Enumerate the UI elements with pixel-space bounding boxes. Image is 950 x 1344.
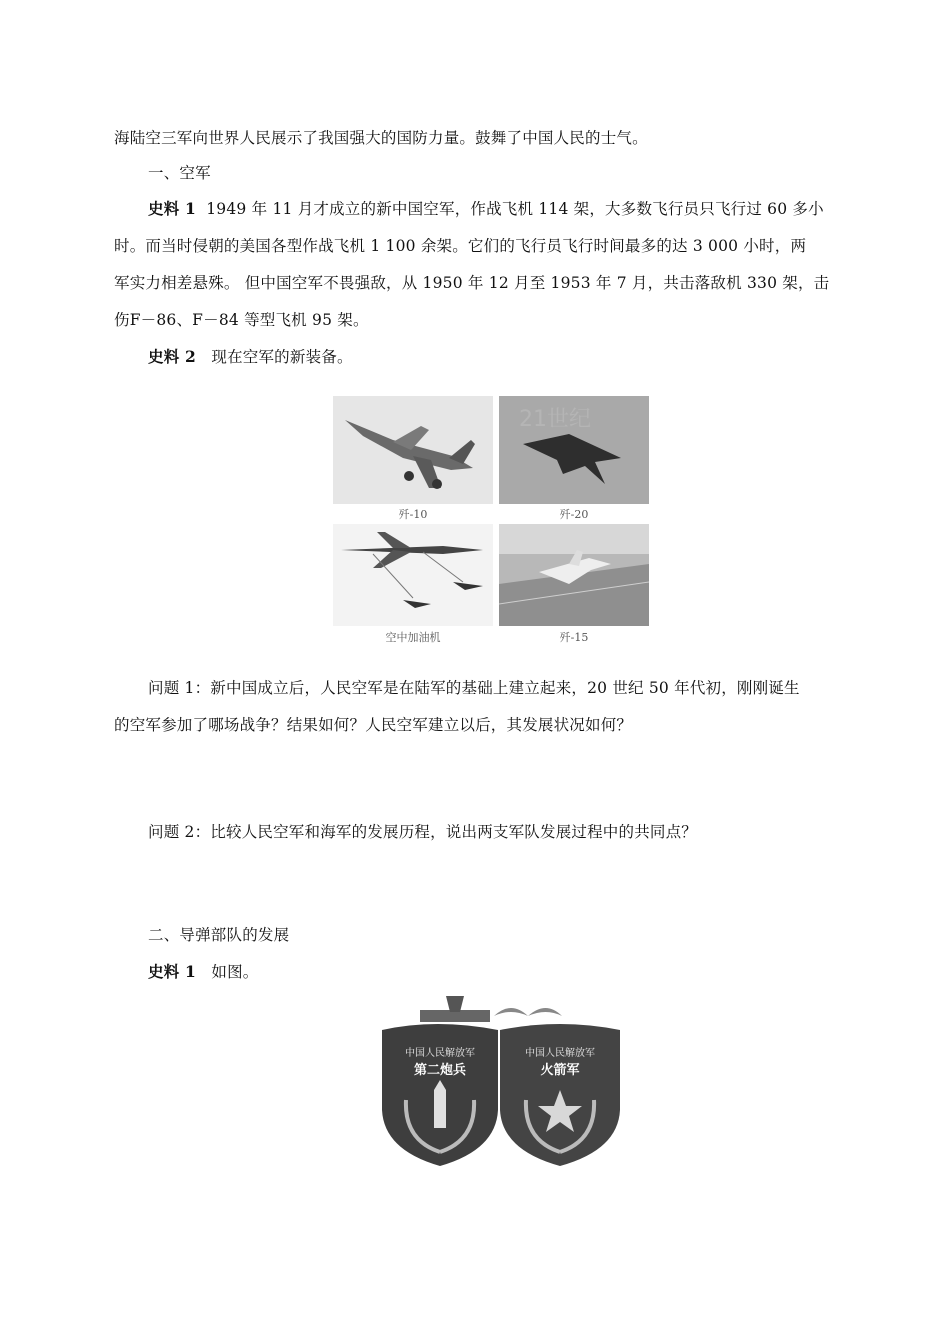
j15-jet-image (499, 524, 649, 626)
material1-line1 (148, 199, 824, 219)
photo-caption: 空中加油机 (385, 631, 441, 644)
material1-line2: 时。而当时侵朝的美国各型作战飞机 1 100 余架。它们的飞行员飞行时间最多的达 3 000 小时，两 (114, 237, 807, 255)
material1-line3: 军实力相差悬殊。 但中国空军不畏强敌，从 1950 年 12 月至 1953 年 7 月，共击落敌机 330 架，击 (114, 274, 830, 292)
badges-graphic (376, 990, 626, 1170)
photo-caption: 歼-20 (559, 508, 589, 521)
j10-jet-image (333, 396, 493, 504)
j15-photo (499, 524, 649, 626)
tanker-aircraft-image (333, 524, 493, 626)
j10-photo (333, 396, 493, 504)
material1-line4: 伤F－86、F－84 等型飞机 95 架。 (114, 311, 369, 329)
j20-jet-image (499, 396, 649, 504)
material-text: 1949 年 11 月才成立的新中国空军，作战飞机 114 架，大多数飞行员只飞行过 60 多小 (206, 200, 824, 218)
material-label: 史料 1 (148, 199, 196, 218)
svg-text:21世纪: 21世纪 (519, 407, 591, 432)
photo-caption: 歼-10 (398, 508, 428, 521)
photo-caption: 歼-15 (559, 631, 589, 644)
question1-line2: 的空军参加了哪场战争？结果如何？人民空军建立以后，其发展状况如何？ (114, 716, 633, 734)
badge-left-top-text: 中国人民解放军 (405, 1048, 475, 1059)
badge-right-top-text: 中国人民解放军 (525, 1048, 595, 1059)
material2-line (148, 347, 353, 367)
tanker-photo (333, 524, 493, 626)
material-text: 现在空军的新装备。 (211, 348, 353, 366)
section-heading-air-force: 一、空军 (148, 164, 211, 182)
j20-photo (499, 396, 649, 504)
aircraft-photo-grid (333, 396, 649, 646)
question2-line: 问题 2：比较人民空军和海军的发展历程，说出两支军队发展过程中的共同点？ (148, 823, 697, 841)
missile-force-badges (376, 990, 626, 1170)
intro-line: 海陆空三军向世界人民展示了我国强大的国防力量。鼓舞了中国人民的士气。 (114, 129, 648, 147)
section2-material1-line (148, 962, 258, 982)
material-label: 史料 1 (148, 962, 196, 981)
question1-line1: 问题 1：新中国成立后，人民空军是在陆军的基础上建立起来，20 世纪 50 年代初，刚刚诞生 (148, 679, 800, 697)
material-label: 史料 2 (148, 347, 196, 366)
material-text: 如图。 (211, 963, 259, 981)
badge-right-main-text: 火箭军 (540, 1063, 580, 1078)
badge-left-main-text: 第二炮兵 (413, 1063, 467, 1078)
section-heading-missile-forces: 二、导弹部队的发展 (148, 926, 290, 944)
